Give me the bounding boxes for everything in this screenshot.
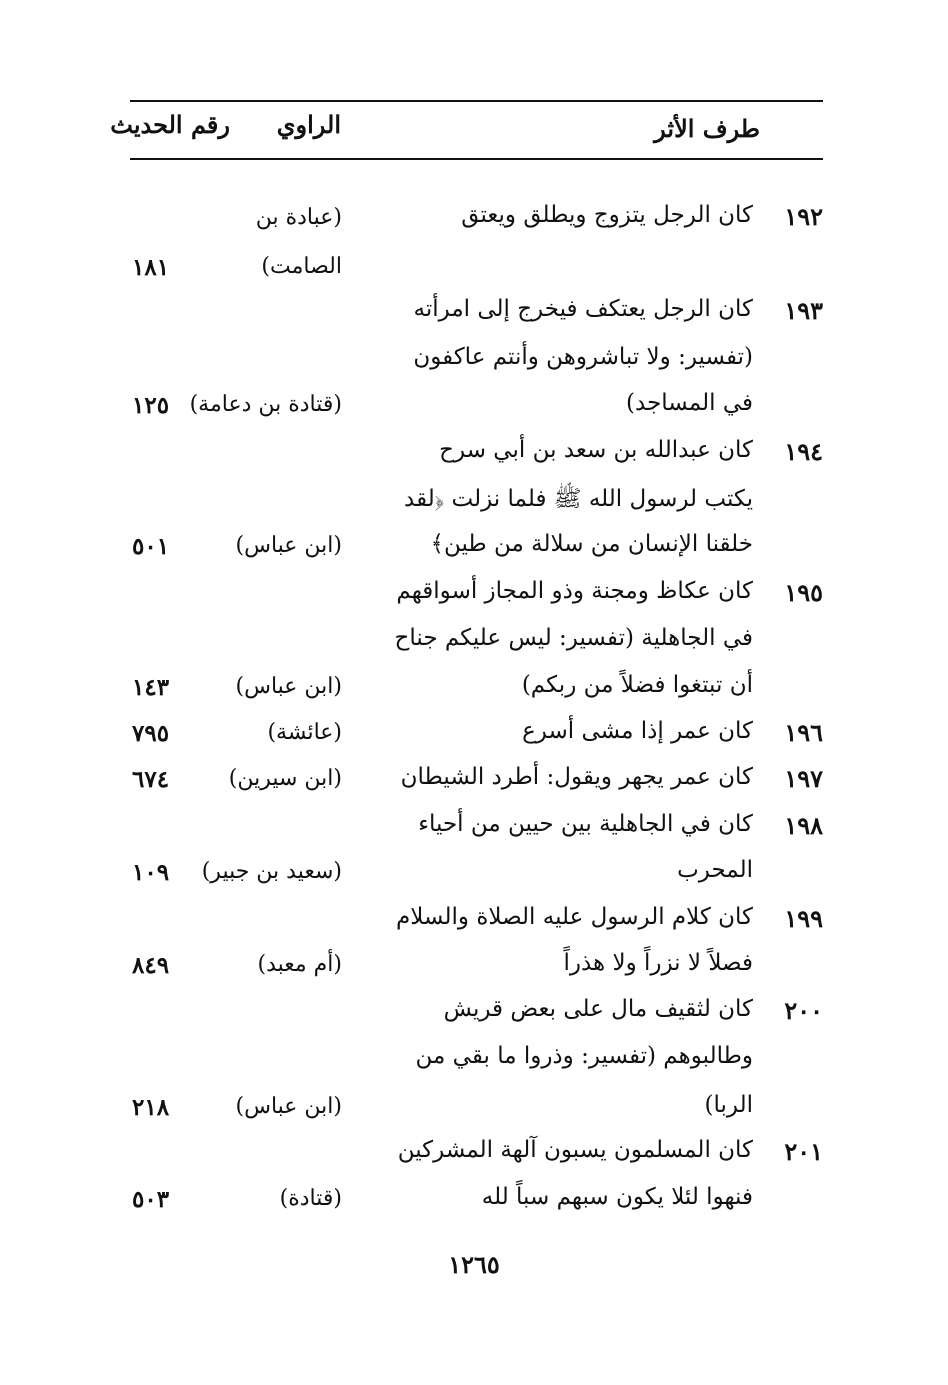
entry-hadith-number: ٦٧٤	[132, 766, 170, 793]
entry-number: ١٩٣	[784, 296, 823, 325]
column-header-hadith-number: رقم الحديث	[110, 110, 230, 139]
entry-number: ١٩٤	[784, 437, 823, 466]
column-header-atar: طرف الأثر	[654, 114, 760, 143]
entry-text-line: كان كلام الرسول عليه الصلاة والسلام	[396, 904, 753, 930]
entry-text-line: الربا)	[704, 1092, 753, 1118]
entry-number: ١٩٥	[784, 578, 823, 607]
entry-hadith-number: ٨٤٩	[132, 952, 170, 979]
entry-text-line: يكتب لرسول الله ﷺ فلما نزلت ﴿لقد	[404, 486, 753, 512]
entry-narrator: الصامت)	[261, 254, 342, 279]
entry-narrator: (سعيد بن جبير)	[201, 859, 342, 884]
entry-narrator: (ابن عباس)	[235, 1094, 342, 1119]
entry-hadith-number: ١٠٩	[132, 859, 170, 886]
entry-number: ٢٠١	[784, 1137, 823, 1166]
entry-narrator: (عائشة)	[267, 720, 342, 745]
entry-hadith-number: ٢١٨	[132, 1094, 170, 1121]
entry-text-line: كان في الجاهلية بين حيين من أحياء	[418, 811, 753, 837]
entry-number: ١٩٢	[784, 202, 823, 231]
header-bottom-rule	[130, 158, 823, 160]
entry-text-line: كان الرجل يعتكف فيخرج إلى امرأته	[413, 296, 753, 322]
entry-text-line: أن تبتغوا فضلاً من ربكم)	[521, 672, 753, 698]
header-top-rule	[130, 100, 823, 102]
entry-text-line: خلقنا الإنسان من سلالة من طين﴾	[430, 531, 753, 557]
entry-text-line: كان الرجل يتزوج ويطلق ويعتق	[461, 202, 753, 228]
entry-number: ١٩٩	[784, 904, 823, 933]
entry-narrator: (عبادة بن	[255, 205, 342, 230]
entry-text-line: المحرب	[677, 857, 753, 883]
entry-number: ١٩٦	[784, 718, 823, 747]
entry-text-line: فنهوا لئلا يكون سبهم سباً لله	[481, 1184, 753, 1210]
entry-hadith-number: ٥٠١	[132, 533, 170, 560]
entry-number: ١٩٧	[784, 764, 823, 793]
entry-text-line: فصلاً لا نزراً ولا هذراً	[563, 950, 753, 976]
entry-text-line: كان المسلمون يسبون آلهة المشركين	[397, 1137, 753, 1163]
entry-narrator: (ابن عباس)	[235, 533, 342, 558]
entry-hadith-number: ١٢٥	[132, 392, 170, 419]
entry-text-line: (تفسير: ولا تباشروهن وأنتم عاكفون	[413, 344, 753, 370]
entry-hadith-number: ٥٠٣	[132, 1186, 170, 1213]
entry-hadith-number: ٧٩٥	[132, 720, 170, 747]
entry-number: ٢٠٠	[784, 996, 823, 1025]
entry-text-line: كان لثقيف مال على بعض قريش	[443, 996, 753, 1022]
entry-hadith-number: ١٤٣	[132, 674, 170, 701]
entry-narrator: (قتادة بن دعامة)	[189, 392, 342, 417]
entry-text-line: وطالبوهم (تفسير: وذروا ما بقي من	[415, 1043, 753, 1069]
entry-hadith-number: ١٨١	[132, 254, 170, 281]
entry-narrator: (أم معبد)	[257, 952, 342, 977]
entry-narrator: (ابن سيرين)	[228, 766, 342, 791]
entry-text-line: كان عمر إذا مشى أسرع	[522, 718, 753, 744]
entry-text-line: كان عكاظ ومجنة وذو المجاز أسواقهم	[396, 578, 753, 604]
column-header-narrator: الراوي	[276, 110, 341, 139]
entry-text-line: كان عبدالله بن سعد بن أبي سرح	[439, 437, 753, 463]
entry-narrator: (قتادة)	[279, 1186, 342, 1211]
entry-number: ١٩٨	[784, 811, 823, 840]
entry-text-line: في المساجد)	[626, 390, 753, 416]
entry-narrator: (ابن عباس)	[235, 674, 342, 699]
entry-text-line: في الجاهلية (تفسير: ليس عليكم جناح	[394, 625, 753, 651]
page-number: ١٢٦٥	[448, 1250, 500, 1279]
entry-text-line: كان عمر يجهر ويقول: أطرد الشيطان	[400, 764, 753, 790]
